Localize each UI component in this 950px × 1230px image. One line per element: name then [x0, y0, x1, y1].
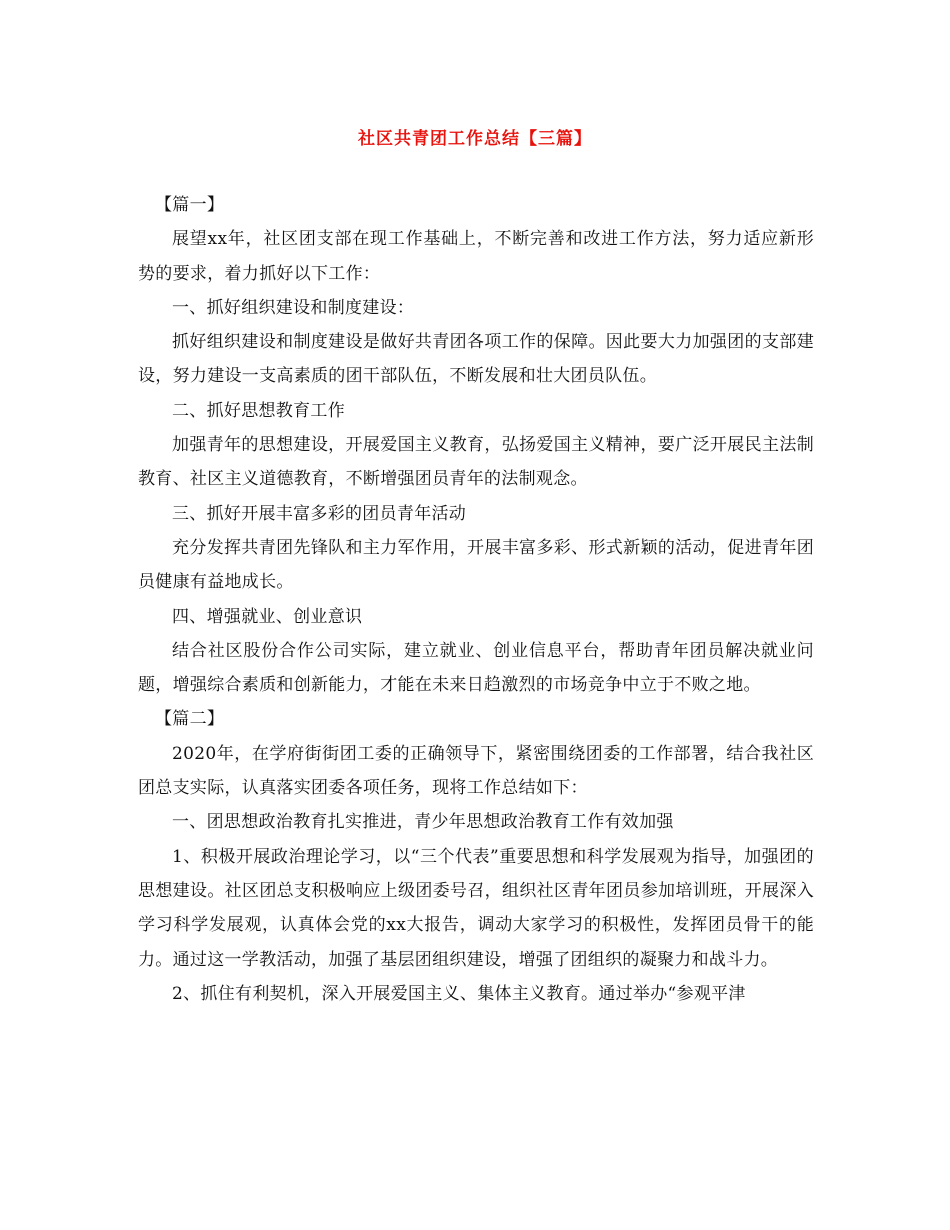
body-paragraph: 充分发挥共青团先锋队和主力军作用，开展丰富多彩、形式新颖的活动，促进青年团员健康有益地成长。	[138, 537, 814, 593]
section-heading: 二、抓好思想教育工作	[172, 400, 345, 421]
body-paragraph: 2、抓住有利契机，深入开展爱国主义、集体主义教育。通过举办“参观平津	[172, 983, 746, 1004]
body-paragraph: 2020年，在学府街街团工委的正确领导下，紧密围绕团委的工作部署，结合我社区团总支实际，认真落实团委各项任务，现将工作总结如下：	[138, 743, 814, 799]
section-heading: 一、抓好组织建设和制度建设：	[172, 297, 415, 318]
body-paragraph: 抓好组织建设和制度建设是做好共青团各项工作的保障。因此要大力加强团的支部建设，努力建设一支高素质的团干部队伍，不断发展和壮大团员队伍。	[138, 332, 814, 387]
document-body	[138, 188, 814, 1011]
section-marker: 【篇一】	[155, 195, 225, 215]
body-paragraph: 展望xx年，社区团支部在现工作基础上，不断完善和改进工作方法，努力适应新形势的要求，着力抓好以下工作：	[138, 229, 814, 284]
body-paragraph: 1、积极开展政治理论学习，以“三个代表”重要思想和科学发展观为指导，加强团的思想建设。社区团总支积极响应上级团委号召，组织社区青年团员参加培训班，开展深入学习科学发展观，认真体会党的xx大报告，调动大家学习的积极性，发挥团员骨干的能力。通过这一学教活动，加强了基层团组织建设，增强了团组织的凝聚力和战斗力。	[138, 846, 814, 970]
section-heading: 四、增强就业、创业意识	[172, 606, 363, 627]
section-heading: 三、抓好开展丰富多彩的团员青年活动	[172, 503, 467, 524]
body-paragraph: 加强青年的思想建设，开展爱国主义教育，弘扬爱国主义精神，要广泛开展民主法制教育、社区主义道德教育，不断增强团员青年的法制观念。	[138, 435, 814, 490]
body-paragraph: 结合社区股份合作公司实际，建立就业、创业信息平台，帮助青年团员解决就业问题，增强综合素质和创新能力，才能在未来日趋激烈的市场竞争中立于不败之地。	[138, 640, 814, 696]
section-heading: 一、团思想政治教育扎实推进，青少年思想政治教育工作有效加强	[172, 812, 674, 833]
section-marker: 【篇二】	[155, 709, 225, 730]
document-title: 社区共青团工作总结【三篇】	[358, 129, 592, 149]
